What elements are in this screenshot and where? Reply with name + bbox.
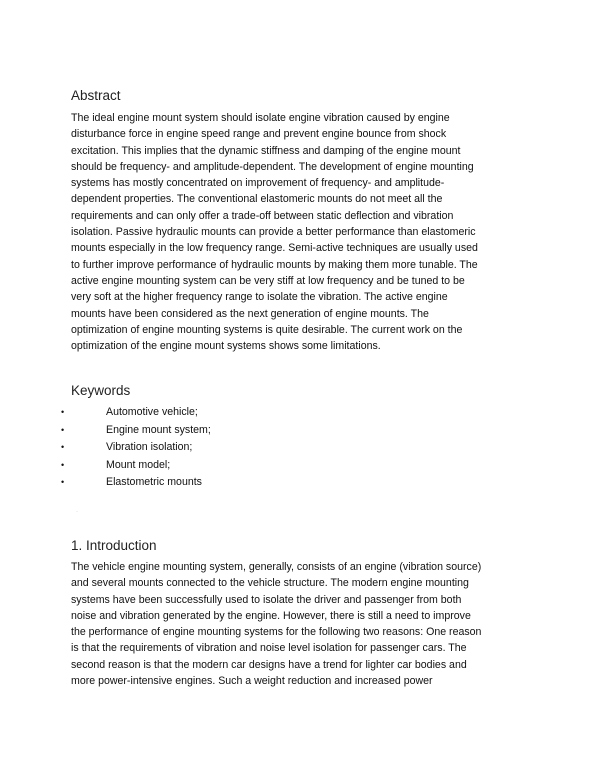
- introduction-line: systems have been successfully used to isolate the driver and passenger from both: [71, 593, 462, 606]
- introduction-line: noise and vibration generated by the engine. However, there is still a need to improve: [71, 609, 471, 622]
- abstract-line: optimization of the engine mount systems shows some limitations.: [71, 340, 381, 353]
- introduction-paragraph: [71, 559, 526, 689]
- abstract-paragraph: [71, 110, 526, 354]
- abstract-heading: Abstract: [71, 88, 121, 103]
- bullet-icon: •: [61, 407, 65, 417]
- abstract-line: optimization of engine mounting systems is quite desirable. The current work on the: [71, 323, 463, 336]
- abstract-line: isolation. Passive hydraulic mounts can provide a better performance than elastomeric: [71, 226, 476, 239]
- bullet-icon: •: [61, 424, 65, 435]
- abstract-line: should be frequency- and amplitude-dependent. The development of engine mounting: [71, 160, 474, 173]
- abstract-line: The ideal engine mount system should isolate engine vibration caused by engine: [71, 112, 450, 124]
- introduction-line: and several mounts connected to the vehicle structure. The modern engine mounting: [71, 577, 469, 590]
- keyword-text: Elastometric mounts: [106, 476, 202, 489]
- introduction-heading: 1. Introduction: [71, 538, 157, 553]
- abstract-line: active engine mounting system can be very stiff at low frequency and be tuned to be: [71, 274, 465, 287]
- keywords-heading: Keywords: [71, 383, 131, 398]
- abstract-line: dependent properties. The conventional elastomeric mounts do not meet all the: [71, 193, 443, 206]
- keyword-text: Mount model;: [106, 458, 171, 471]
- abstract-line: to further improve performance of hydraulic mounts by making them more tunable. The: [71, 258, 478, 271]
- stray-dot-mark: ·: [76, 509, 78, 515]
- keyword-text: Engine mount system;: [106, 423, 211, 436]
- introduction-line: the performance of engine mounting systems for the following two reasons: One reason: [71, 626, 482, 639]
- bullet-icon: •: [61, 442, 65, 453]
- bullet-icon: •: [61, 459, 65, 470]
- introduction-line: second reason is that the modern car designs have a trend for lighter car bodies and: [71, 658, 467, 671]
- introduction-line: The vehicle engine mounting system, generally, consists of an engine (vibration source): [71, 561, 482, 573]
- bullet-icon: •: [61, 477, 65, 488]
- abstract-line: excitation. This implies that the dynamic stiffness and damping of the engine mount: [71, 144, 461, 157]
- keyword-text: Vibration isolation;: [106, 441, 193, 454]
- abstract-line: mounts especially in the low frequency range. Semi-active techniques are usually used: [71, 242, 478, 255]
- abstract-line: requirements and can only offer a trade-off between static deflection and vibration: [71, 209, 454, 222]
- abstract-line: disturbance force in engine speed range and prevent engine bounce from shock: [71, 128, 447, 141]
- abstract-line: mounts have been considered as the next generation of engine mounts. The: [71, 307, 429, 320]
- abstract-line: very soft at the higher frequency range to isolate the vibration. The active engine: [71, 291, 448, 304]
- introduction-line: more power-intensive engines. Such a weight reduction and increased power: [71, 675, 433, 688]
- keyword-text: Automotive vehicle;: [106, 406, 198, 418]
- abstract-line: systems has mostly concentrated on improvement of frequency- and amplitude-: [71, 177, 445, 190]
- introduction-line: is that the requirements of vibration and noise level isolation for passenger cars. The: [71, 642, 467, 655]
